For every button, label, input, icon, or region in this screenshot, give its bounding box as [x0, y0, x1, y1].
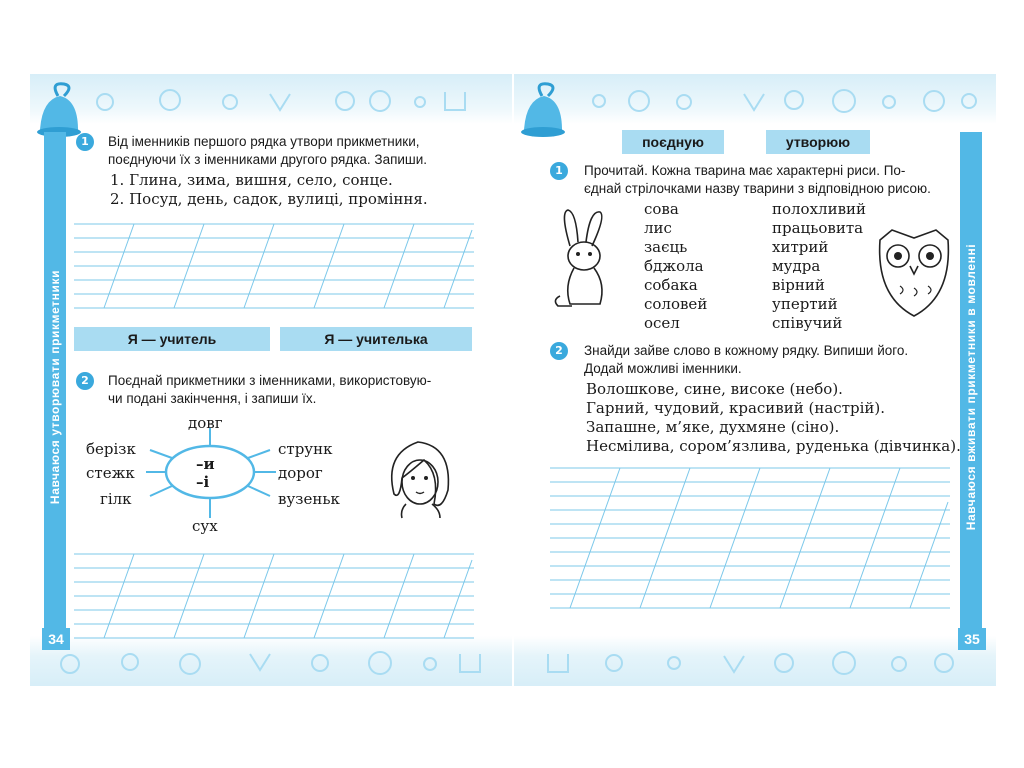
decorative-ornaments [514, 636, 996, 686]
animal-word: осел [644, 314, 680, 332]
handwriting-lines [74, 544, 474, 644]
task1-instruction [584, 162, 964, 198]
bell-icon [514, 80, 566, 140]
instruction-line: єднай стрілочками назву тварини з відповідною рисою. [584, 181, 931, 196]
animal-word: соловей [644, 295, 708, 313]
header-teacher-female: Я — учителька [280, 327, 472, 351]
owl-illustration [874, 226, 954, 322]
stem-bottom: сух [192, 517, 218, 535]
decorative-footer-band [514, 636, 996, 686]
task2-row: Гарний, чудовий, красивий (настрій). [586, 399, 886, 417]
trait-word: упертий [772, 295, 838, 313]
header-create: утворюю [766, 130, 870, 154]
task1-row: 2. Посуд, день, садок, вулиці, проміння. [110, 190, 428, 208]
sidebar-topic [960, 132, 982, 642]
task-number: 2 [76, 372, 94, 390]
task2-instruction [584, 342, 964, 378]
task1-row: 1. Глина, зима, вишня, село, сонце. [110, 171, 393, 189]
stem-right: струнк [278, 440, 333, 458]
animal-word: собака [644, 276, 698, 294]
ending-ii: –і [196, 473, 210, 491]
decorative-ornaments [514, 74, 996, 124]
instruction-line: Прочитай. Кожна тварина має характерні риси. По- [584, 163, 906, 178]
girl-illustration [380, 434, 460, 520]
header-teacher-male: Я — учитель [74, 327, 270, 351]
handwriting-lines [550, 458, 950, 618]
sidebar-topic-text: Навчаюся вживати прикметники в мовленні [964, 243, 978, 531]
ending-i: –и [196, 455, 215, 473]
stem-right: дорог [278, 464, 323, 482]
decorative-header-band [514, 74, 996, 124]
sidebar-topic-text: Навчаюся утворювати прикметники [48, 269, 62, 505]
trait-word: мудра [772, 257, 821, 275]
instruction-line: Від іменників першого рядка утвори прикметники, [108, 134, 420, 149]
page-number: 34 [42, 628, 70, 650]
stem-left: берізк [86, 440, 136, 458]
task2-row: Запашне, м’яке, духмяне (сіно). [586, 418, 840, 436]
bell-icon [30, 80, 82, 140]
task-number: 1 [550, 162, 568, 180]
word-spider-diagram [120, 414, 360, 534]
left-page [30, 74, 512, 686]
decorative-ornaments [30, 74, 512, 124]
stem-right: вузеньк [278, 490, 340, 508]
right-page [514, 74, 996, 686]
animal-word: бджола [644, 257, 704, 275]
stem-left: гілк [100, 490, 132, 508]
animal-word: заєць [644, 238, 688, 256]
task1-instruction [108, 133, 508, 169]
instruction-line: Знайди зайве слово в кожному рядку. Випиши його. [584, 343, 909, 358]
handwriting-lines [74, 214, 474, 314]
stem-top: довг [188, 414, 223, 432]
rabbit-illustration [550, 206, 614, 312]
task-number: 1 [76, 133, 94, 151]
stem-left: стежк [86, 464, 135, 482]
task-number: 2 [550, 342, 568, 360]
instruction-line: Поєднай прикметники з іменниками, використовую- [108, 373, 432, 388]
sidebar-topic [44, 132, 66, 642]
instruction-line: чи подані закінчення, і запиши їх. [108, 391, 317, 406]
instruction-line: поєднуючи їх з іменниками другого рядка. Запиши. [108, 152, 428, 167]
task2-instruction [108, 372, 508, 408]
trait-word: хитрий [772, 238, 829, 256]
task2-row: Несміливa, сором’язлива, руденька (дівчинка). [586, 437, 961, 455]
decorative-header-band [30, 74, 512, 124]
animal-word: сова [644, 200, 679, 218]
trait-word: полохливий [772, 200, 867, 218]
trait-word: вірний [772, 276, 825, 294]
instruction-line: Додай можливі іменники. [584, 361, 742, 376]
header-combine: поєдную [622, 130, 724, 154]
page-number: 35 [958, 628, 986, 650]
task2-row: Волошкове, сине, високе (небо). [586, 380, 843, 398]
trait-word: співучий [772, 314, 843, 332]
animal-word: лис [644, 219, 672, 237]
trait-word: працьовита [772, 219, 864, 237]
